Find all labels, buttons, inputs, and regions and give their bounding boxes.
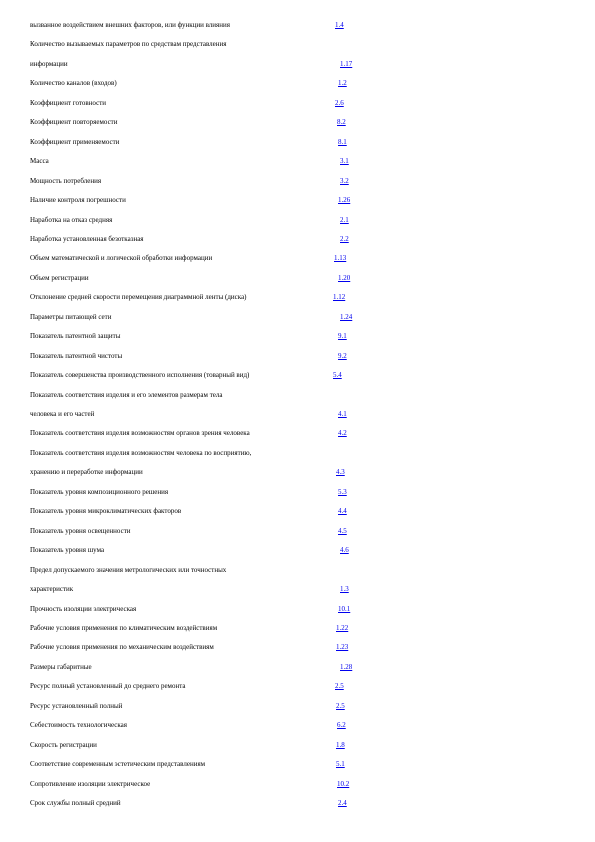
index-entry — [30, 486, 575, 498]
section-reference-link[interactable]: 8.2 — [337, 118, 346, 127]
index-entry — [30, 700, 575, 712]
index-term: Показатель соответствия изделия и его элементов размерам тела — [30, 390, 223, 399]
index-entry — [30, 661, 575, 673]
section-reference-link[interactable]: 6.2 — [337, 721, 346, 730]
index-entry — [30, 330, 575, 342]
index-term: Объем математической и логической обработки информации — [30, 254, 213, 263]
index-term: Количество каналов (входов) — [30, 79, 117, 88]
section-reference-link[interactable]: 1.22 — [336, 623, 349, 632]
index-term: Показатель патентной защиты — [30, 332, 121, 341]
index-entry — [30, 622, 575, 634]
section-reference-link[interactable]: 2.1 — [340, 215, 349, 224]
index-term: хранению и переработке информации — [30, 468, 143, 477]
index-term: вызванное воздействием внешних факторов, или функции влияния — [30, 21, 230, 29]
index-term: Размеры габаритные — [30, 662, 92, 671]
section-reference-link[interactable]: 1.2 — [338, 79, 347, 88]
index-entry — [30, 214, 575, 226]
index-entry — [30, 38, 575, 50]
index-term: Рабочие условия применения по климатическим воздействиям — [30, 623, 218, 632]
section-reference-link[interactable]: 10.2 — [337, 779, 350, 788]
section-reference-link[interactable]: 4.2 — [338, 429, 347, 438]
index-entry — [30, 272, 575, 284]
index-entry — [30, 466, 575, 478]
index-entry — [30, 350, 575, 362]
section-reference-link[interactable]: 9.1 — [338, 332, 347, 341]
index-term: Параметры питающей сети — [30, 312, 112, 321]
index-term: Коэффициент повторяемости — [30, 118, 118, 127]
section-reference-link[interactable]: 1.23 — [336, 643, 349, 652]
section-reference-link[interactable]: 4.5 — [338, 526, 347, 535]
section-reference-link[interactable]: 2.5 — [335, 682, 344, 691]
section-reference-link[interactable]: 1.17 — [340, 59, 353, 68]
index-term: Срок службы полный средний — [30, 799, 121, 807]
index-entry — [30, 447, 575, 459]
index-entry — [30, 739, 575, 751]
index-term: человека и его частей — [30, 410, 95, 418]
index-term: Себестоимость технологическая — [30, 721, 128, 730]
index-entry — [30, 58, 575, 70]
section-reference-link[interactable]: 3.1 — [340, 157, 349, 166]
section-reference-link[interactable]: 8.1 — [338, 137, 347, 146]
index-entry — [30, 641, 575, 653]
index-term: Соответствие современным эстетическим представлениям — [30, 760, 206, 769]
index-entry — [30, 97, 575, 109]
index-term: Масса — [30, 157, 49, 166]
index-term: Показатель уровня микроклиматических факторов — [30, 507, 182, 516]
index-entry — [30, 252, 575, 264]
index-term: Показатель совершенства производственного исполнения (товарный вид) — [30, 371, 250, 380]
index-term: Наработка на отказ средняя — [30, 215, 113, 224]
section-reference-link[interactable]: 1.8 — [336, 740, 345, 749]
section-reference-link[interactable]: 5.3 — [338, 487, 347, 496]
section-reference-link[interactable]: 5.4 — [333, 371, 342, 380]
section-reference-link[interactable]: 1.24 — [340, 312, 353, 321]
index-entry — [30, 311, 575, 323]
section-reference-link[interactable]: 4.1 — [338, 410, 347, 418]
index-term: Наработка установленная безотказная — [30, 234, 144, 243]
index-entry — [30, 19, 575, 31]
index-term: информации — [30, 59, 68, 68]
index-term: Предел допускаемого значения метрологических или точностных — [30, 565, 227, 574]
index-entry — [30, 525, 575, 537]
index-term: Показатель соответствия изделия возможностям человека по восприятию, — [30, 448, 252, 457]
index-term: характеристик — [30, 585, 74, 594]
index-term: Сопротивление изоляции электрическое — [30, 779, 151, 788]
section-reference-link[interactable]: 1.4 — [335, 21, 344, 29]
section-reference-link[interactable]: 2.2 — [340, 234, 349, 243]
section-reference-link[interactable]: 1.26 — [338, 196, 351, 205]
index-term: Показатель соответствия изделия возможностям органов зрения человека — [30, 429, 250, 438]
section-reference-link[interactable]: 4.3 — [336, 468, 345, 477]
section-reference-link[interactable]: 2.5 — [336, 701, 345, 710]
index-term: Коэффициент применяемости — [30, 137, 120, 146]
index-entry — [30, 680, 575, 692]
index-entry — [30, 77, 575, 89]
section-reference-link[interactable]: 2.4 — [338, 799, 347, 807]
index-term: Объем регистрации — [30, 273, 89, 282]
section-reference-link[interactable]: 1.3 — [340, 585, 349, 594]
index-entry — [30, 797, 575, 809]
index-term: Показатель уровня шума — [30, 546, 105, 555]
index-entry — [30, 175, 575, 187]
index-term: Наличие контроля погрешности — [30, 196, 126, 205]
index-term: Ресурс установленный полный — [30, 701, 123, 710]
section-reference-link[interactable]: 1.12 — [333, 293, 346, 302]
index-entry — [30, 719, 575, 731]
section-reference-link[interactable]: 5.1 — [336, 760, 345, 769]
index-entry — [30, 544, 575, 556]
index-term: Показатель уровня композиционного решения — [30, 487, 169, 496]
index-term: Прочность изоляции электрическая — [30, 604, 137, 613]
index-entry — [30, 564, 575, 576]
section-reference-link[interactable]: 4.4 — [338, 507, 347, 516]
index-entry — [30, 408, 575, 420]
index-entry — [30, 603, 575, 615]
index-term: Коэффициент готовности — [30, 98, 107, 107]
index-entry — [30, 758, 575, 770]
index-entry — [30, 291, 575, 303]
index-entry — [30, 136, 575, 148]
index-entry — [30, 389, 575, 401]
index-entry — [30, 427, 575, 439]
section-reference-link[interactable]: 3.2 — [340, 176, 349, 185]
section-reference-link[interactable]: 4.6 — [340, 546, 349, 555]
section-reference-link[interactable]: 10.1 — [338, 604, 351, 613]
index-entry — [30, 505, 575, 517]
index-entry — [30, 778, 575, 790]
index-entry — [30, 194, 575, 206]
index-entry — [30, 583, 575, 595]
section-reference-link[interactable]: 2.6 — [335, 98, 344, 107]
section-reference-link[interactable]: 9.2 — [338, 351, 347, 360]
index-term: Показатель уровня освещенности — [30, 526, 131, 535]
index-entry — [30, 155, 575, 167]
index-entry — [30, 233, 575, 245]
section-reference-link[interactable]: 1.28 — [340, 662, 353, 671]
index-term: Ресурс полный установленный до среднего ремонта — [30, 682, 186, 691]
index-term: Рабочие условия применения по механическим воздействиям — [30, 643, 214, 652]
section-reference-link[interactable]: 1.13 — [334, 254, 347, 263]
index-term: Количество вызываемых параметров по средствам представления — [30, 40, 227, 49]
index-term: Скорость регистрации — [30, 740, 97, 749]
section-reference-link[interactable]: 1.20 — [338, 273, 351, 282]
index-term: Мощность потребления — [30, 176, 102, 185]
index-entry — [30, 369, 575, 381]
index-term: Показатель патентной чистоты — [30, 351, 123, 360]
index-term: Отклонение средней скорости перемещения диаграммной ленты (диска) — [30, 293, 247, 302]
index-entry — [30, 116, 575, 128]
